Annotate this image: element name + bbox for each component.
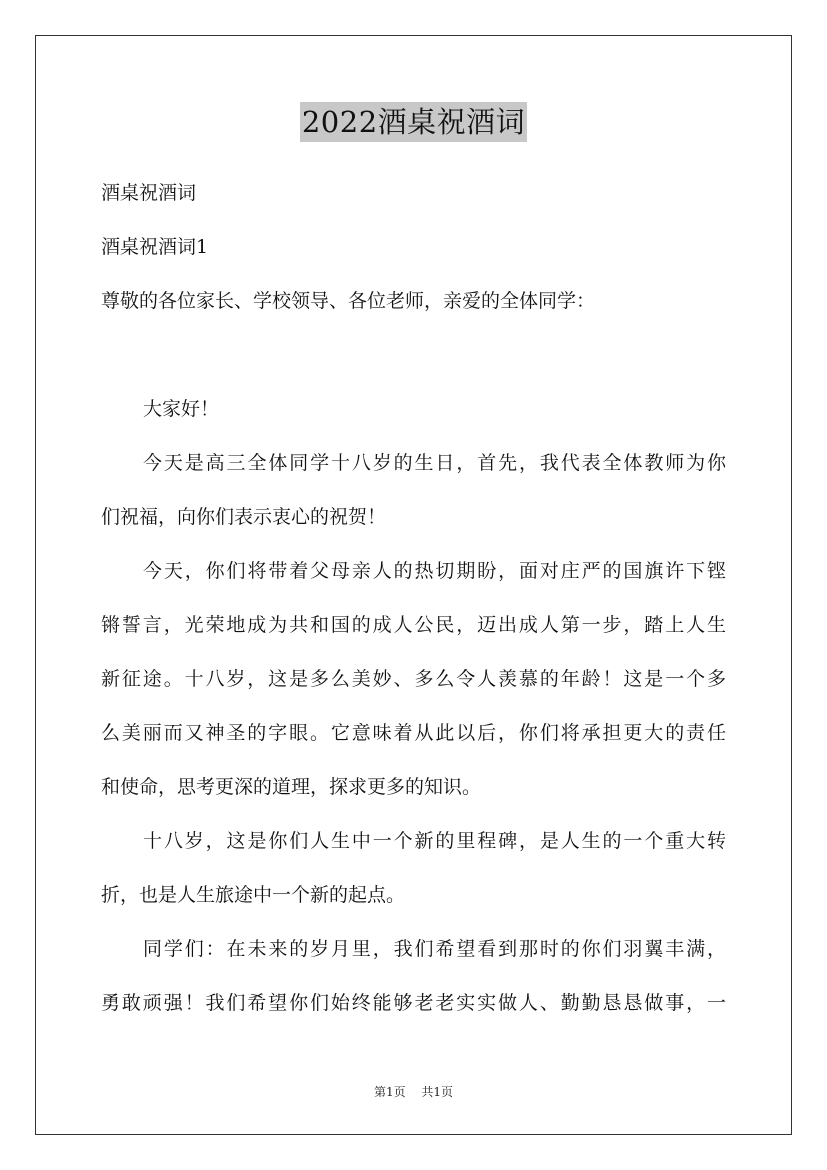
document-title bbox=[0, 102, 827, 142]
paragraph-line: 和使命，思考更深的道理，探求更多的知识。 bbox=[101, 776, 482, 798]
document-title-text: 2022酒桌祝酒词 bbox=[300, 102, 527, 142]
page-footer bbox=[0, 1083, 827, 1101]
paragraph-line: 么美丽而又神圣的字眼。它意味着从此以后，你们将承担更大的责任 bbox=[101, 722, 726, 744]
paragraph-line: 们祝福，向你们表示衷心的祝贺！ bbox=[101, 506, 387, 528]
paragraph-subheading: 酒桌祝酒词1 bbox=[101, 236, 209, 258]
paragraph-line: 新征途。十八岁，这是多么美妙、多么令人羡慕的年龄！这是一个多 bbox=[101, 668, 726, 690]
document-body bbox=[101, 166, 726, 1030]
paragraph-line: 折，也是人生旅途中一个新的起点。 bbox=[101, 884, 406, 906]
paragraph-line: 同学们：在未来的岁月里，我们希望看到那时的你们羽翼丰满， bbox=[143, 938, 726, 960]
paragraph-greeting: 大家好！ bbox=[143, 398, 220, 420]
paragraph-line: 今天，你们将带着父母亲人的热切期盼，面对庄严的国旗许下铿 bbox=[143, 560, 726, 582]
page-total: 共1页 bbox=[421, 1085, 454, 1099]
paragraph-line: 勇敢顽强！我们希望你们始终能够老老实实做人、勤勤恳恳做事，一 bbox=[101, 992, 726, 1014]
paragraph-heading: 酒桌祝酒词 bbox=[101, 182, 197, 204]
paragraph-line: 十八岁，这是你们人生中一个新的里程碑，是人生的一个重大转 bbox=[143, 830, 726, 852]
paragraph-salutation: 尊敬的各位家长、学校领导、各位老师，亲爱的全体同学： bbox=[101, 290, 596, 312]
paragraph-line: 今天是高三全体同学十八岁的生日，首先，我代表全体教师为你 bbox=[143, 452, 726, 474]
paragraph-line: 锵誓言，光荣地成为共和国的成人公民，迈出成人第一步，踏上人生 bbox=[101, 614, 726, 636]
page-number: 第1页 bbox=[373, 1085, 406, 1099]
blank-line bbox=[101, 328, 726, 382]
